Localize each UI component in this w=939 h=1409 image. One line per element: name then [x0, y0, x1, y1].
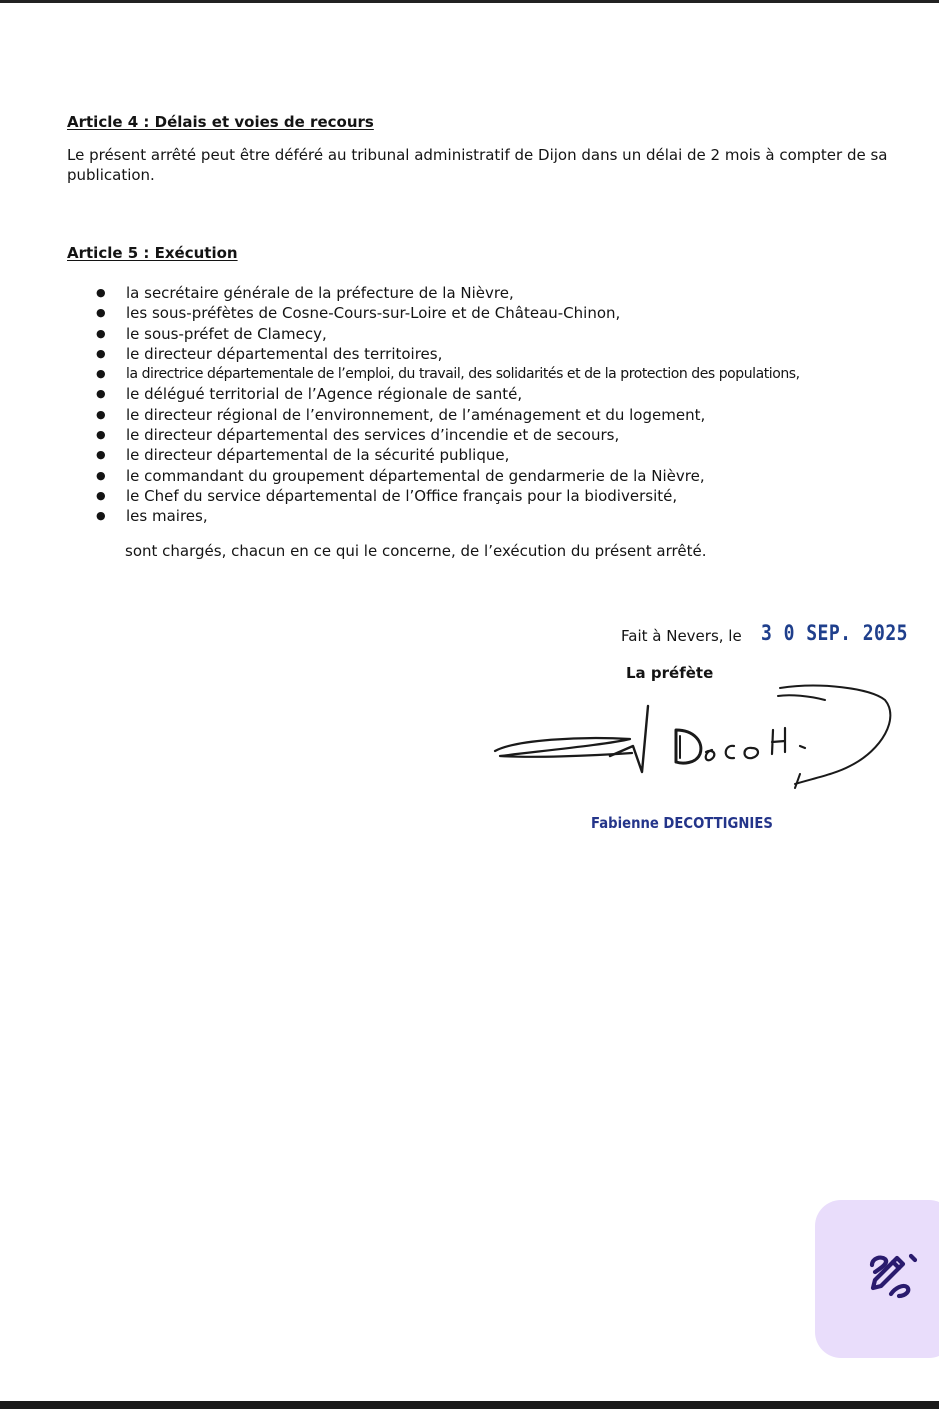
list-item-text: le directeur départemental des services d’incendie et de secours,: [126, 426, 620, 445]
bullet-icon: ●: [96, 387, 106, 401]
list-item-text: le délégué territorial de l’Agence régionale de santé,: [126, 385, 523, 404]
list-item-text: la secrétaire générale de la préfecture de la Nièvre,: [126, 284, 514, 302]
signer-role: La préfète: [626, 664, 714, 682]
handwritten-signature: [490, 678, 895, 798]
list-item: [92, 364, 892, 384]
signature-place: Fait à Nevers, le: [621, 627, 742, 645]
bullet-icon: ●: [96, 448, 106, 462]
bullet-icon: ●: [96, 468, 106, 482]
list-item: [92, 384, 892, 404]
article-5-heading: Article 5 : Exécution: [67, 244, 238, 262]
list-item: [92, 283, 892, 303]
list-item-text: le sous-préfet de Clamecy,: [126, 324, 327, 343]
list-item-text: les sous-préfètes de Cosne-Cours-sur-Loire et de Château-Chinon,: [126, 304, 621, 323]
list-item-text: les maires,: [126, 507, 208, 526]
list-item: [92, 466, 892, 486]
article-4-text: Le présent arrêté peut être déféré au tribunal administratif de Dijon dans un délai de 2 mois à compter de sa publication.: [67, 146, 888, 184]
edit-fab-button[interactable]: [815, 1200, 939, 1358]
pen-edit-icon: [867, 1250, 919, 1302]
bullet-icon: ●: [96, 509, 106, 523]
list-item-text: le Chef du service départemental de l’Office français pour la biodiversité,: [126, 486, 678, 505]
list-item: [92, 425, 892, 445]
execution-closing-text: sont chargés, chacun en ce qui le concerne, de l’exécution du présent arrêté.: [125, 542, 707, 560]
list-item: [92, 486, 892, 506]
bullet-icon: ●: [96, 488, 106, 502]
list-item-text: le commandant du groupement départemental de gendarmerie de la Nièvre,: [126, 466, 705, 485]
signer-name: Fabienne DECOTTIGNIES: [591, 814, 773, 832]
bullet-icon: ●: [96, 367, 106, 381]
date-stamp: 3 0 SEP. 2025: [761, 621, 908, 645]
article-4-heading: Article 4 : Délais et voies de recours: [67, 113, 374, 131]
bottom-edge-bar: [0, 1401, 939, 1409]
bullet-icon: ●: [96, 346, 106, 360]
bullet-icon: ●: [96, 326, 106, 340]
list-item: [92, 445, 892, 465]
list-item: [92, 506, 892, 526]
bullet-icon: ●: [96, 428, 106, 442]
bullet-icon: ●: [96, 306, 106, 320]
list-item: [92, 324, 892, 344]
list-item-text: le directeur départemental de la sécurité publique,: [126, 446, 510, 465]
bullet-icon: ●: [96, 286, 106, 299]
executors-list: [92, 283, 892, 527]
list-item-text: la directrice départementale de l’emploi, du travail, des solidarités et de la protection des populations,: [126, 366, 800, 383]
list-item: [92, 303, 892, 323]
list-item-text: le directeur régional de l’environnement, de l’aménagement et du logement,: [126, 405, 706, 424]
list-item: [92, 405, 892, 425]
bullet-icon: ●: [96, 407, 106, 421]
list-item: [92, 344, 892, 364]
list-item-text: le directeur départemental des territoires,: [126, 344, 443, 363]
